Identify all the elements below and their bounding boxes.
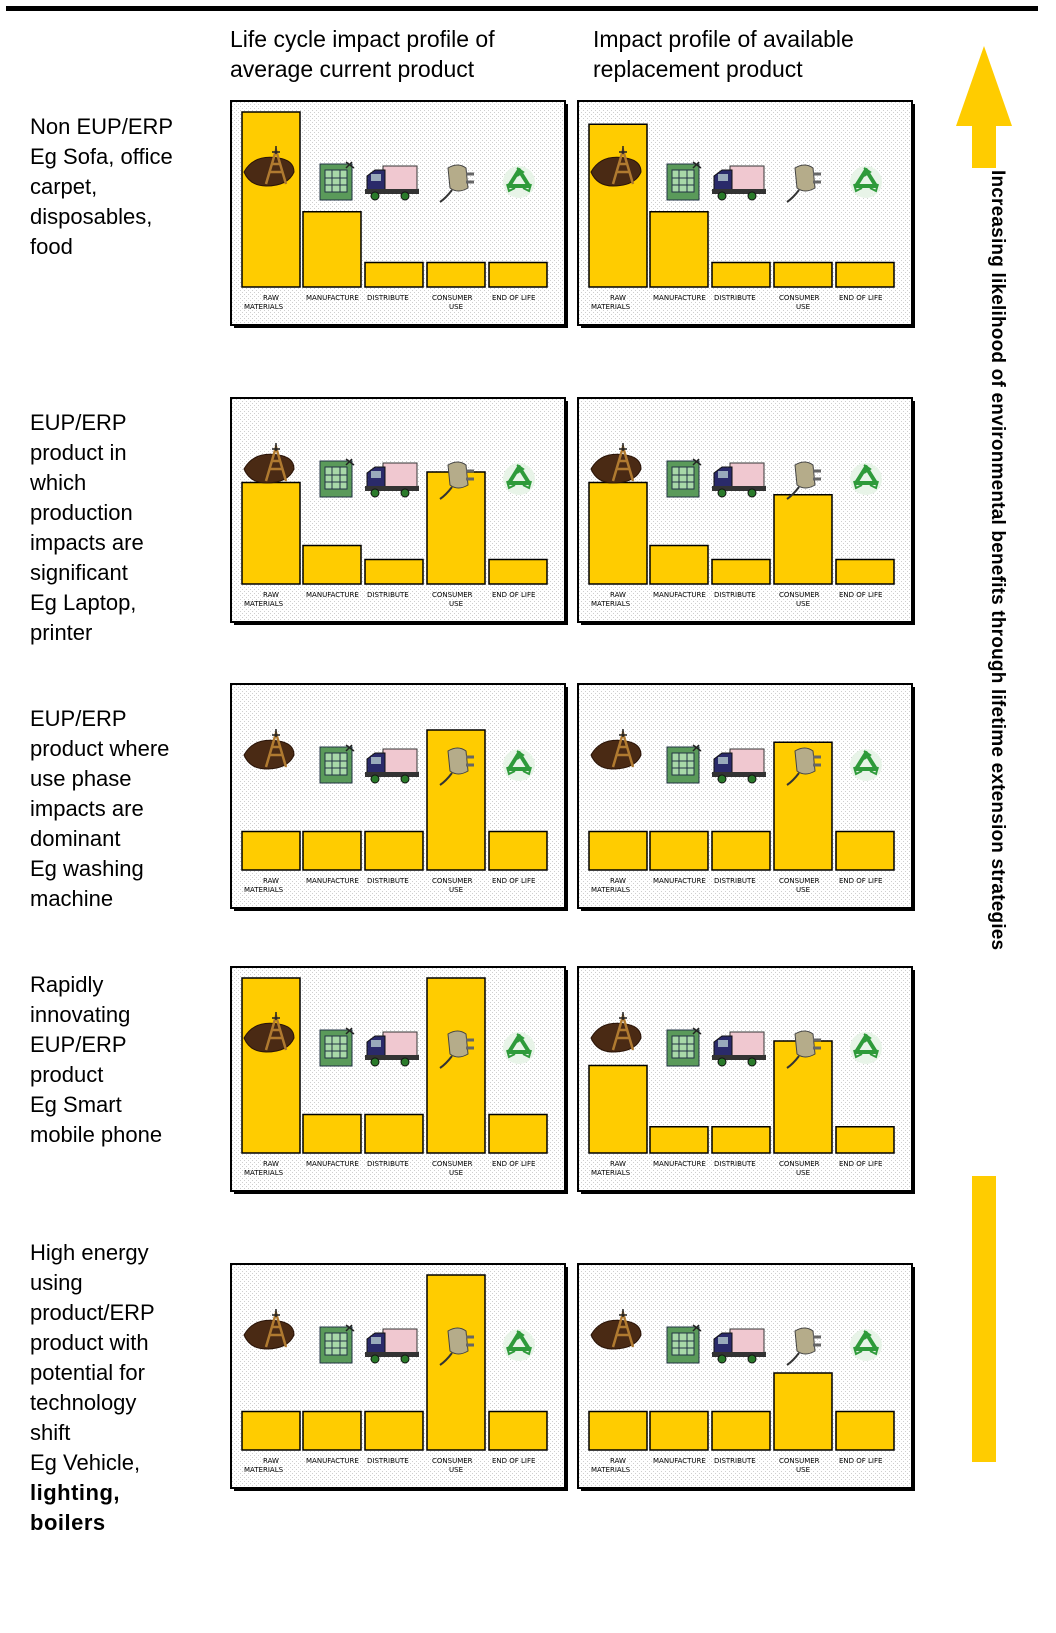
bar-distribute [712, 1412, 770, 1451]
bar-raw-materials [242, 483, 300, 585]
bar-consumer-use [427, 1275, 485, 1450]
tick-label: RAW [610, 1457, 626, 1465]
row-label-line: significant [30, 560, 128, 585]
tick-label: MANUFACTURE [306, 1160, 359, 1168]
tick-label: CONSUMER [779, 591, 820, 599]
tick-label: USE [449, 1466, 463, 1474]
recycle-icon [850, 749, 882, 781]
tick-label: MANUFACTURE [653, 1457, 706, 1465]
bar-end-of-life [836, 1412, 894, 1451]
chart-panel-row3-replacement [577, 683, 917, 913]
row-label-line: High energy [30, 1240, 149, 1265]
tick-label: DISTRIBUTE [367, 1457, 409, 1465]
tick-label: MATERIALS [591, 600, 631, 608]
bar-consumer-use [774, 495, 832, 584]
row-label-line: product in [30, 440, 127, 465]
recycle-icon [850, 1329, 882, 1361]
factory-icon [320, 1028, 354, 1066]
bar-end-of-life [489, 832, 547, 871]
bar-raw-materials [589, 483, 647, 585]
chart-panel-row4-replacement [577, 966, 917, 1196]
tick-label: RAW [610, 877, 626, 885]
bar-distribute [365, 832, 423, 871]
tick-label: MATERIALS [591, 1466, 631, 1474]
tick-label: CONSUMER [432, 877, 473, 885]
tick-label: CONSUMER [432, 591, 473, 599]
row-label-line: dominant [30, 826, 121, 851]
bar-distribute [365, 1412, 423, 1451]
row-label-line: machine [30, 886, 114, 911]
factory-icon [320, 745, 354, 783]
tick-label: END OF LIFE [492, 1457, 536, 1465]
tick-label: USE [449, 1169, 463, 1177]
factory-icon [320, 1325, 354, 1363]
chart-svg [577, 1263, 917, 1493]
row-label-line: which [30, 470, 87, 495]
tick-label: MANUFACTURE [306, 877, 359, 885]
bar-manufacture [650, 1412, 708, 1451]
row-label-3 [30, 704, 210, 914]
chart-svg [577, 966, 917, 1196]
row-label-line: technology [30, 1390, 137, 1415]
bar-raw-materials [242, 978, 300, 1153]
bar-consumer-use [427, 472, 485, 584]
chart-panel-row2-replacement [577, 397, 917, 627]
chart-panel-row5-current [230, 1263, 570, 1493]
header-current [230, 24, 495, 84]
row-label-line: EUP/ERP [30, 706, 127, 731]
row-label-line: innovating [30, 1002, 131, 1027]
chart-svg [577, 100, 917, 330]
row-label-line: Eg washing [30, 856, 144, 881]
bar-raw-materials [589, 1412, 647, 1451]
tick-label: DISTRIBUTE [714, 294, 756, 302]
row-label-2 [30, 408, 210, 648]
tick-label: USE [449, 886, 463, 894]
factory-icon [667, 162, 701, 200]
row-label-line: product with [30, 1330, 149, 1355]
row-label-line: lighting, [30, 1480, 121, 1505]
bar-consumer-use [774, 1041, 832, 1153]
bar-distribute [365, 1115, 423, 1154]
bar-distribute [365, 263, 423, 288]
tick-label: MANUFACTURE [653, 877, 706, 885]
factory-icon [320, 162, 354, 200]
tick-label: USE [449, 600, 463, 608]
recycle-icon [850, 1032, 882, 1064]
row-label-line: Eg Sofa, office [30, 144, 173, 169]
row-label-line: shift [30, 1420, 71, 1445]
bar-raw-materials [242, 112, 300, 287]
row-label-line: boilers [30, 1510, 106, 1535]
bar-manufacture [303, 1115, 361, 1154]
bar-manufacture [650, 1127, 708, 1153]
bar-manufacture [650, 832, 708, 871]
tick-label: END OF LIFE [492, 294, 536, 302]
bar-raw-materials [589, 1066, 647, 1154]
bar-raw-materials [589, 124, 647, 287]
bar-raw-materials [242, 832, 300, 871]
tick-label: CONSUMER [779, 1457, 820, 1465]
bar-end-of-life [489, 1412, 547, 1451]
tick-label: CONSUMER [779, 1160, 820, 1168]
tick-label: MATERIALS [244, 1466, 284, 1474]
chart-panel-row2-current [230, 397, 570, 627]
tick-label: MATERIALS [244, 1169, 284, 1177]
tick-label: RAW [610, 591, 626, 599]
tick-label: DISTRIBUTE [367, 1160, 409, 1168]
tick-label: RAW [610, 1160, 626, 1168]
recycle-icon [503, 1032, 535, 1064]
tick-label: DISTRIBUTE [714, 877, 756, 885]
row-label-line: carpet, [30, 174, 98, 199]
tick-label: USE [796, 600, 810, 608]
row-label-line: Eg Vehicle, [30, 1450, 141, 1475]
tick-label: END OF LIFE [839, 1457, 883, 1465]
tick-label: END OF LIFE [492, 591, 536, 599]
bar-end-of-life [836, 1127, 894, 1153]
row-label-line: potential for [30, 1360, 145, 1385]
row-label-line: EUP/ERP [30, 1032, 127, 1057]
chart-frame [231, 684, 565, 908]
factory-icon [320, 459, 354, 497]
tick-label: END OF LIFE [839, 294, 883, 302]
header-current-line-2: average current product [230, 56, 475, 82]
bar-distribute [712, 263, 770, 288]
tick-label: DISTRIBUTE [367, 877, 409, 885]
chart-panel-row5-replacement [577, 1263, 917, 1493]
arrow-head [956, 46, 1012, 126]
tick-label: DISTRIBUTE [714, 1160, 756, 1168]
bar-manufacture [303, 212, 361, 287]
header-replacement-line-2: replacement product [593, 56, 803, 82]
tick-label: RAW [610, 294, 626, 302]
tick-label: MATERIALS [591, 886, 631, 894]
row-label-line: product where [30, 736, 170, 761]
bar-end-of-life [836, 560, 894, 585]
tick-label: USE [796, 1466, 810, 1474]
bar-raw-materials [242, 1412, 300, 1451]
recycle-icon [850, 166, 882, 198]
row-label-line: Non EUP/ERP [30, 114, 174, 139]
tick-label: MANUFACTURE [306, 1457, 359, 1465]
chart-panel-row3-current [230, 683, 570, 913]
chart-panel-row1-replacement [577, 100, 917, 330]
tick-label: END OF LIFE [839, 877, 883, 885]
bar-distribute [712, 1127, 770, 1153]
tick-label: CONSUMER [779, 294, 820, 302]
tick-label: MATERIALS [591, 1169, 631, 1177]
bar-manufacture [650, 546, 708, 585]
factory-icon [667, 459, 701, 497]
tick-label: MATERIALS [244, 886, 284, 894]
side-caption: Increasing likelihood of environmental benefits through lifetime extension strategies [987, 170, 1008, 951]
row-label-line: mobile phone [30, 1122, 163, 1147]
chart-frame [231, 1264, 565, 1488]
tick-label: END OF LIFE [839, 1160, 883, 1168]
row-label-line: Rapidly [30, 972, 104, 997]
tick-label: MATERIALS [244, 600, 284, 608]
factory-icon [667, 745, 701, 783]
tick-label: MATERIALS [244, 303, 284, 311]
chart-svg [230, 966, 570, 1196]
row-label-line: product/ERP [30, 1300, 155, 1325]
tick-label: END OF LIFE [839, 591, 883, 599]
row-label-line: impacts are [30, 530, 144, 555]
tick-label: USE [796, 1169, 810, 1177]
chart-panel-row4-current [230, 966, 570, 1196]
tick-label: MANUFACTURE [306, 294, 359, 302]
chart-svg [230, 397, 570, 627]
row-label-line: printer [30, 620, 93, 645]
row-label-line: EUP/ERP [30, 410, 127, 435]
tick-label: END OF LIFE [492, 1160, 536, 1168]
tick-label: RAW [263, 877, 279, 885]
bar-consumer-use [774, 1373, 832, 1450]
bar-manufacture [303, 1412, 361, 1451]
recycle-icon [503, 1329, 535, 1361]
tick-label: CONSUMER [432, 1457, 473, 1465]
tick-label: USE [796, 303, 810, 311]
bar-consumer-use [774, 263, 832, 288]
tick-label: DISTRIBUTE [714, 1457, 756, 1465]
tick-label: DISTRIBUTE [714, 591, 756, 599]
recycle-icon [503, 463, 535, 495]
factory-icon [667, 1028, 701, 1066]
row-label-line: disposables, [30, 204, 153, 229]
arrow-shaft-bottom [972, 1176, 996, 1462]
bar-raw-materials [589, 832, 647, 871]
bar-distribute [712, 560, 770, 585]
bar-distribute [712, 832, 770, 871]
tick-label: RAW [263, 1457, 279, 1465]
recycle-icon [850, 463, 882, 495]
row-label-line: food [30, 234, 73, 259]
row-label-line: Eg Smart [30, 1092, 122, 1117]
chart-svg [230, 100, 570, 330]
tick-label: USE [449, 303, 463, 311]
bar-manufacture [650, 212, 708, 287]
row-label-line: Eg Laptop, [30, 590, 137, 615]
row-label-line: use phase [30, 766, 132, 791]
tick-label: DISTRIBUTE [367, 591, 409, 599]
tick-label: USE [796, 886, 810, 894]
side-caption-wrap [987, 170, 1009, 951]
bar-consumer-use [427, 978, 485, 1153]
bar-end-of-life [489, 560, 547, 585]
chart-svg [577, 397, 917, 627]
chart-svg [230, 683, 570, 913]
header-replacement-line-1: Impact profile of available [593, 26, 854, 52]
row-label-line: product [30, 1062, 104, 1087]
tick-label: CONSUMER [432, 294, 473, 302]
bar-consumer-use [427, 263, 485, 288]
chart-svg [577, 683, 917, 913]
bar-distribute [365, 560, 423, 585]
bar-end-of-life [836, 832, 894, 871]
chart-frame [578, 1264, 912, 1488]
bar-end-of-life [489, 1115, 547, 1154]
tick-label: MANUFACTURE [306, 591, 359, 599]
tick-label: MANUFACTURE [653, 294, 706, 302]
tick-label: MANUFACTURE [653, 591, 706, 599]
side-arrow [950, 40, 1020, 1470]
bar-end-of-life [489, 263, 547, 288]
row-label-line: impacts are [30, 796, 144, 821]
tick-label: RAW [263, 1160, 279, 1168]
row-label-4 [30, 970, 210, 1150]
bar-manufacture [303, 832, 361, 871]
tick-label: END OF LIFE [492, 877, 536, 885]
header-replacement [593, 24, 854, 84]
tick-label: RAW [263, 591, 279, 599]
tick-label: CONSUMER [432, 1160, 473, 1168]
chart-panel-row1-current [230, 100, 570, 330]
row-label-line: production [30, 500, 133, 525]
recycle-icon [503, 166, 535, 198]
factory-icon [667, 1325, 701, 1363]
chart-svg [230, 1263, 570, 1493]
arrow-shaft-top [972, 124, 996, 168]
header-current-line-1: Life cycle impact profile of [230, 26, 495, 52]
row-label-1 [30, 112, 210, 262]
tick-label: MANUFACTURE [653, 1160, 706, 1168]
tick-label: DISTRIBUTE [367, 294, 409, 302]
bar-end-of-life [836, 263, 894, 288]
tick-label: CONSUMER [779, 877, 820, 885]
tick-label: MATERIALS [591, 303, 631, 311]
chart-frame [578, 684, 912, 908]
recycle-icon [503, 749, 535, 781]
tick-label: RAW [263, 294, 279, 302]
row-label-line: using [30, 1270, 83, 1295]
row-label-5 [30, 1238, 210, 1538]
top-rule [6, 6, 1038, 11]
bar-manufacture [303, 546, 361, 585]
